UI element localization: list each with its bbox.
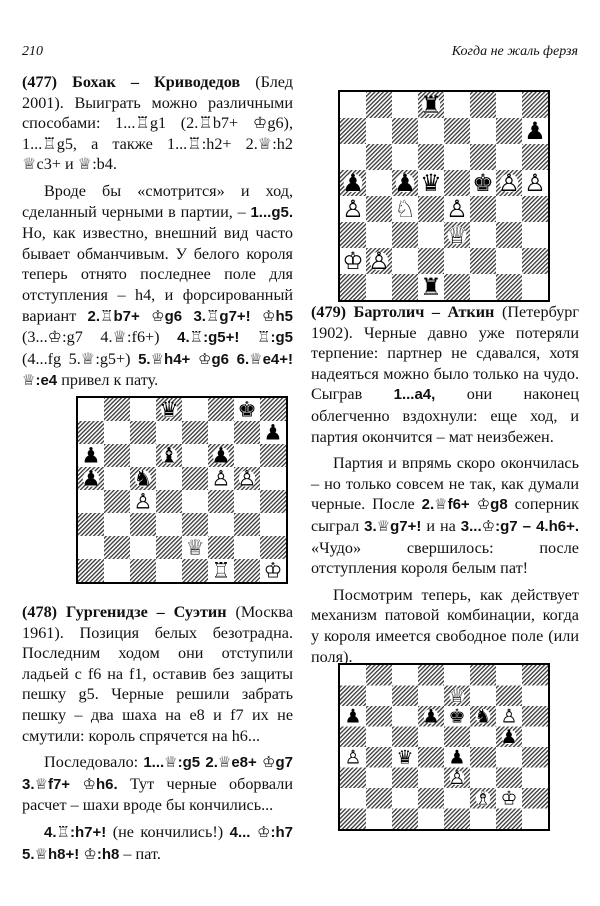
board-square — [234, 536, 260, 559]
chess-diagram-478 — [76, 396, 288, 584]
board-square — [522, 144, 548, 170]
board-square — [130, 398, 156, 421]
board-square — [392, 686, 418, 707]
board-square — [104, 421, 130, 444]
board-square — [340, 665, 366, 686]
board-square — [392, 248, 418, 274]
paragraph: – пат. — [123, 844, 161, 863]
black-pawn-icon: ♟ — [422, 705, 440, 728]
board-square — [496, 665, 522, 686]
board-square — [522, 768, 548, 789]
board-square — [392, 222, 418, 248]
board-square — [156, 490, 182, 513]
board-square — [392, 788, 418, 809]
black-pawn-icon: ♟ — [342, 169, 364, 198]
black-king-icon: ♚ — [237, 398, 257, 422]
board-square — [496, 768, 522, 789]
move: 4.♖:g5+! ♖:g5 — [177, 329, 293, 347]
black-queen-icon: ♛ — [420, 169, 442, 198]
paragraph: (3...♔:g7 4.♕:f6+) — [22, 328, 160, 347]
black-pawn-icon: ♟ — [211, 442, 231, 468]
players: Гургенидзе – Суэтин — [65, 603, 227, 621]
paragraph: Последовало: — [44, 753, 139, 772]
board-square — [156, 536, 182, 559]
black-king-icon: ♚ — [472, 169, 494, 198]
white-pawn-icon: ♙ — [448, 767, 466, 790]
board-square — [418, 686, 444, 707]
board-square — [366, 788, 392, 809]
move: 4... ♔:h7 5.♕h8+! ♔:h8 — [22, 823, 294, 863]
board-square — [130, 444, 156, 467]
board-square — [234, 490, 260, 513]
paragraph: Черные давно уже потеряли терпение: партнер не сдавался, хотя надеяться можно было только на чудо. Сыграв — [311, 323, 579, 404]
board-square — [392, 274, 418, 300]
board-square — [470, 144, 496, 170]
board-square — [340, 118, 366, 144]
board-square — [366, 727, 392, 748]
black-pawn-icon: ♟ — [81, 465, 101, 491]
board-square — [522, 706, 548, 727]
board-square — [418, 144, 444, 170]
board-square — [104, 559, 130, 582]
white-pawn-icon: ♙ — [498, 169, 520, 198]
board-square — [104, 398, 130, 421]
board-square — [522, 727, 548, 748]
move: 2.♖b7+ ♔g6 3.♖g7+! ♔h5 — [87, 307, 293, 325]
board-square — [130, 421, 156, 444]
black-pawn-icon: ♟ — [263, 419, 283, 445]
board-square — [104, 444, 130, 467]
board-square — [444, 170, 470, 196]
board-square — [522, 809, 548, 830]
move: 3.♕g7+! — [364, 517, 422, 535]
board-square — [260, 536, 286, 559]
board-square — [366, 768, 392, 789]
board-square — [104, 467, 130, 490]
page-number: 210 — [22, 44, 43, 59]
board-square — [444, 118, 470, 144]
board-square — [182, 398, 208, 421]
problem-478-text — [22, 602, 293, 871]
move: 1...g5. — [250, 203, 293, 221]
white-pawn-icon: ♙ — [133, 488, 153, 514]
board-square — [208, 513, 234, 536]
board-square — [182, 490, 208, 513]
white-pawn-icon: ♙ — [500, 705, 518, 728]
board-square — [418, 727, 444, 748]
board-square — [182, 559, 208, 582]
board-square — [260, 467, 286, 490]
board-square — [340, 144, 366, 170]
board-square — [496, 222, 522, 248]
board-square — [418, 747, 444, 768]
board-square — [260, 444, 286, 467]
board-square — [182, 421, 208, 444]
board-square — [78, 490, 104, 513]
board-square — [392, 706, 418, 727]
board-square — [392, 809, 418, 830]
board-square — [496, 809, 522, 830]
board-square — [418, 809, 444, 830]
paragraph: Партия и впрямь скоро окончилась – но только совсем не так, как думали черные. После — [311, 454, 579, 514]
board-square — [522, 747, 548, 768]
white-pawn-icon: ♙ — [446, 195, 468, 224]
paragraph: «Чудо» свершилось: после отступления короля белым пат! — [311, 538, 579, 578]
chess-diagram-477 — [338, 90, 550, 302]
white-pawn-icon: ♙ — [211, 465, 231, 491]
board-square — [470, 222, 496, 248]
board-square — [260, 513, 286, 536]
board-square — [392, 118, 418, 144]
board-square — [470, 727, 496, 748]
board-square — [470, 274, 496, 300]
board-square — [104, 490, 130, 513]
white-queen-icon: ♕ — [446, 221, 468, 250]
board-square — [234, 444, 260, 467]
black-pawn-icon: ♟ — [81, 442, 101, 468]
problem-number: (477) — [22, 73, 58, 91]
board-square — [392, 144, 418, 170]
move: 2.♕f6+ ♔g8 — [421, 496, 508, 514]
board-square — [366, 706, 392, 727]
board-square — [130, 513, 156, 536]
move: 1...a4, — [393, 386, 436, 404]
board-square — [156, 559, 182, 582]
board-square — [444, 92, 470, 118]
paragraph: они наконец облегченно вздохнули: еще ход, и партия окончится – мат неизбежен. — [311, 385, 580, 446]
white-pawn-icon: ♙ — [344, 746, 362, 769]
black-pawn-icon: ♟ — [500, 726, 518, 749]
board-square — [444, 248, 470, 274]
board-square — [366, 747, 392, 768]
black-king-icon: ♚ — [448, 705, 466, 728]
move: 5.♕h4+ ♔g6 6.♕e4+! ♕:e4 — [22, 350, 294, 390]
board-square — [496, 118, 522, 144]
board-square — [208, 536, 234, 559]
board-square — [340, 686, 366, 707]
paragraph: Тут черные оборвали расчет – шахи вроде бы кончились... — [22, 774, 294, 815]
board-square — [366, 118, 392, 144]
board-square — [522, 222, 548, 248]
black-knight-icon: ♞ — [474, 705, 492, 728]
board-square — [366, 665, 392, 686]
board-square — [340, 809, 366, 830]
board-square — [444, 665, 470, 686]
board-square — [522, 788, 548, 809]
board-square — [522, 686, 548, 707]
white-pawn-icon: ♙ — [524, 169, 546, 198]
board-square — [470, 118, 496, 144]
board-square — [340, 788, 366, 809]
paragraph: Вроде бы «смотрится» и ход, сделанный черными в партии, – — [22, 181, 293, 221]
white-pawn-icon: ♙ — [368, 247, 390, 276]
board-square — [182, 467, 208, 490]
board-square — [366, 92, 392, 118]
board-square — [496, 747, 522, 768]
move: 1...♕:g5 2.♕e8+ ♔g7 3.♕f7+ ♔h6. — [22, 754, 293, 793]
board-square — [156, 467, 182, 490]
board-square — [522, 92, 548, 118]
black-bishop-icon: ♝ — [159, 442, 179, 468]
board-square — [340, 274, 366, 300]
board-square — [470, 686, 496, 707]
paragraph: Выиграть можно различными способами: 1...♖g1 (2.♖b7+ ♔g6), 1...♖g5, а также 1...♖:h2+ 2.♕:h2 ♕c3+ и ♕:b4. — [22, 93, 293, 174]
board-square — [522, 196, 548, 222]
board-square — [234, 421, 260, 444]
board-square — [418, 248, 444, 274]
event: (Москва 1961). — [22, 603, 294, 642]
paragraph: соперник сыграл — [311, 495, 579, 535]
board-square — [392, 727, 418, 748]
board-square — [470, 809, 496, 830]
board-square — [444, 727, 470, 748]
black-queen-icon: ♛ — [396, 746, 414, 769]
black-pawn-icon: ♟ — [448, 746, 466, 769]
black-pawn-icon: ♟ — [394, 169, 416, 198]
white-queen-icon: ♕ — [448, 685, 466, 708]
board-square — [366, 274, 392, 300]
players: Бартолич – Аткин — [353, 303, 495, 321]
board-square — [208, 398, 234, 421]
problem-number: (478) — [22, 603, 58, 621]
board-square — [496, 144, 522, 170]
board-square — [130, 559, 156, 582]
white-pawn-icon: ♙ — [237, 465, 257, 491]
black-pawn-icon: ♟ — [344, 705, 362, 728]
board-square — [496, 92, 522, 118]
white-rook-icon: ♖ — [211, 557, 231, 582]
board-square — [156, 513, 182, 536]
problem-477-text — [22, 72, 293, 398]
board-square — [418, 118, 444, 144]
black-rook-icon: ♜ — [420, 273, 442, 300]
board-square — [444, 144, 470, 170]
board-square — [234, 559, 260, 582]
running-title: Когда не жаль ферзя — [451, 44, 578, 59]
board-square — [260, 398, 286, 421]
board-square — [392, 665, 418, 686]
white-king-icon: ♔ — [263, 557, 283, 582]
board-square — [78, 559, 104, 582]
board-square — [418, 788, 444, 809]
white-pawn-icon: ♙ — [342, 195, 364, 224]
board-square — [156, 421, 182, 444]
board-square — [392, 92, 418, 118]
black-pawn-icon: ♟ — [524, 117, 546, 146]
board-square — [444, 274, 470, 300]
board-square — [182, 513, 208, 536]
problem-number: (479) — [311, 303, 347, 321]
board-square — [470, 92, 496, 118]
white-knight-icon: ♘ — [394, 195, 416, 224]
board-square — [366, 170, 392, 196]
board-square — [260, 490, 286, 513]
board-square — [470, 665, 496, 686]
board-square — [470, 248, 496, 274]
board-square — [78, 513, 104, 536]
board-square — [418, 222, 444, 248]
white-king-icon: ♔ — [500, 787, 518, 810]
board-square — [104, 513, 130, 536]
paragraph: Позиция белых безотрадна. Последним ходом они отступили ладьей с f6 на f1, оставив без защиты пешку g5. Черные решили забрать пешку – два шаха на e8 и f7 их не смутили: король спрячется на h6... — [22, 623, 293, 745]
board-square — [522, 274, 548, 300]
board-square — [78, 421, 104, 444]
board-square — [340, 92, 366, 118]
event: (Петербург 1902). — [311, 303, 580, 342]
board-square — [392, 768, 418, 789]
black-rook-icon: ♜ — [420, 92, 442, 120]
board-square — [496, 248, 522, 274]
paragraph: (4...fg 5.♕:g5+) — [22, 349, 131, 368]
board-square — [522, 665, 548, 686]
board-square — [366, 222, 392, 248]
board-square — [208, 421, 234, 444]
board-square — [366, 809, 392, 830]
white-king-icon: ♔ — [342, 247, 364, 276]
white-queen-icon: ♕ — [185, 534, 205, 560]
paragraph: Посмотрим теперь, как действует механизм патовой комбинации, когда у короля имеется свободное поле (или поля). — [311, 585, 579, 666]
move: 4.♖:h7+! — [44, 823, 107, 841]
board-square — [208, 490, 234, 513]
board-square — [496, 196, 522, 222]
board-square — [366, 144, 392, 170]
paragraph: и на — [426, 516, 456, 535]
board-square — [340, 727, 366, 748]
board-square — [418, 665, 444, 686]
black-queen-icon: ♛ — [159, 398, 179, 422]
board-square — [418, 196, 444, 222]
board-square — [340, 768, 366, 789]
paragraph: (не кончились!) — [112, 822, 224, 841]
board-square — [470, 196, 496, 222]
board-square — [366, 686, 392, 707]
board-square — [366, 196, 392, 222]
paragraph: Но, как известно, внешний вид часто бывает обманчивым. У белого короля теперь отнято последнее поле для отступления – h4, и форсированный вариант — [22, 224, 293, 325]
move: 3...♔:g7 – 4.h6+. — [460, 517, 580, 535]
event: (Блед 2001). — [22, 73, 294, 112]
board-square — [340, 222, 366, 248]
board-square — [470, 747, 496, 768]
black-knight-icon: ♞ — [133, 465, 153, 491]
board-square — [496, 274, 522, 300]
board-square — [234, 513, 260, 536]
players: Бохак – Криводедов — [72, 73, 241, 91]
board-square — [496, 686, 522, 707]
board-square — [78, 398, 104, 421]
board-square — [418, 768, 444, 789]
paragraph: привел к пату. — [61, 371, 159, 390]
chess-diagram-479 — [338, 663, 550, 831]
board-square — [444, 788, 470, 809]
board-square — [182, 444, 208, 467]
board-square — [130, 536, 156, 559]
board-square — [104, 536, 130, 559]
white-bishop-icon: ♗ — [474, 787, 492, 810]
problem-479-text — [311, 302, 579, 673]
board-square — [444, 809, 470, 830]
board-square — [78, 536, 104, 559]
board-square — [470, 768, 496, 789]
board-square — [522, 248, 548, 274]
